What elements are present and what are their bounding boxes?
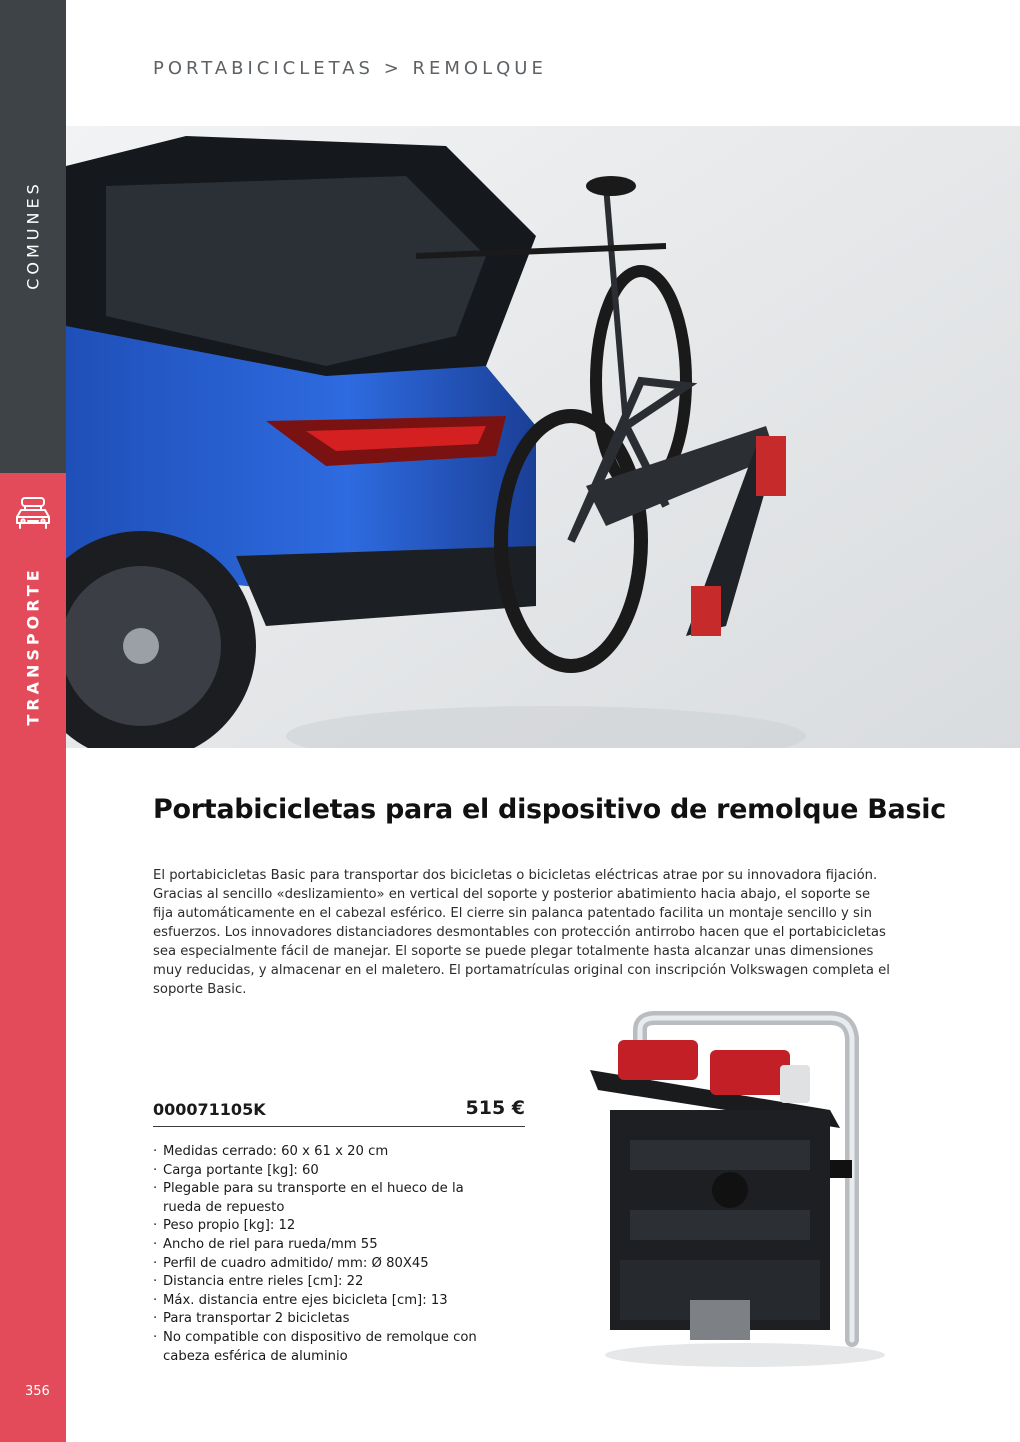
- product-price: 515 €: [465, 1097, 525, 1119]
- spec-item: · Para transportar 2 bicicletas: [153, 1310, 493, 1329]
- spec-item: · Distancia entre rieles [cm]: 22: [153, 1273, 493, 1292]
- product-description: El portabicicletas Basic para transportar dos bicicletas o bicicletas eléctricas atrae por su innovadora fijación. Gracias al sencillo «deslizamiento» en vertical del soporte y posterior abatimiento hacia abajo, el soporte se fija automáticamente en el cabezal esférico. El cierre sin palanca patentado facilita un montaje sencillo y sin esfuerzos. Los innovadores distanciadores desmontables con protección antirrobo hacen que el portabicicletas sea especialmente fácil de manejar. El soporte se puede plegar totalmente hasta alcanzar unas dimensiones muy reducidas, y almacenar en el maletero. El portamatrículas original con inscripción Volkswagen completa el soporte Basic.: [153, 868, 890, 997]
- spec-item: · No compatible con dispositivo de remolque con cabeza esférica de aluminio: [153, 1329, 493, 1366]
- page-number: 356: [25, 1384, 50, 1399]
- hero-photo: [66, 126, 1020, 748]
- spec-item: · Medidas cerrado: 60 x 61 x 20 cm: [153, 1143, 493, 1162]
- spec-item: · Plegable para su transporte en el hueco de la rueda de repuesto: [153, 1180, 493, 1217]
- sidebar-section-transporte: [0, 473, 66, 1442]
- car-roofbox-icon: [11, 493, 55, 537]
- spec-item: · Ancho de riel para rueda/mm 55: [153, 1236, 493, 1255]
- sidebar-section-comunes: [0, 0, 66, 473]
- product-title: Portabicicletas para el dispositivo de remolque Basic: [153, 794, 946, 825]
- spec-item: · Peso propio [kg]: 12: [153, 1217, 493, 1236]
- sidebar-label-comunes: COMUNES: [23, 180, 43, 290]
- breadcrumb: PORTABICICLETAS > REMOLQUE: [153, 58, 547, 79]
- spec-item: · Carga portante [kg]: 60: [153, 1162, 493, 1181]
- product-photo: [580, 1010, 900, 1370]
- spec-list: [153, 1143, 493, 1366]
- spec-item: · Máx. distancia entre ejes bicicleta [cm]: 13: [153, 1292, 493, 1311]
- divider: [153, 1126, 525, 1127]
- spec-item: · Perfil de cuadro admitido/ mm: Ø 80X45: [153, 1255, 493, 1274]
- product-code: 000071105K: [153, 1100, 266, 1119]
- sidebar-label-transporte: TRANSPORTE: [23, 566, 43, 726]
